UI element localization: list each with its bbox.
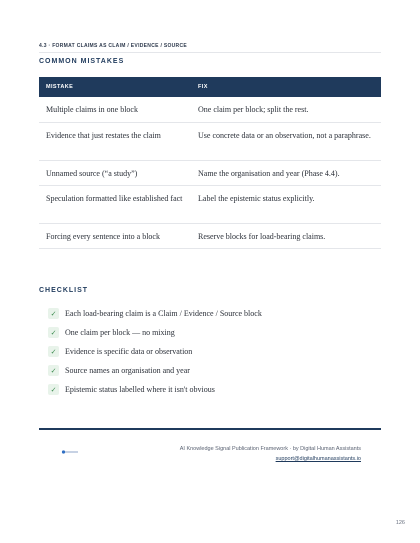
checklist-item-text: Epistemic status labelled where it isn't obvious [65,385,215,394]
common-mistakes-heading: COMMON MISTAKES [39,58,125,65]
checklist-item-text: Source names an organisation and year [65,366,190,375]
table-header-row [39,77,381,97]
list-item [48,380,262,399]
column-header-mistake: MISTAKE [39,77,191,97]
mistakes-table [39,77,381,249]
fix-cell: Label the epistemic status explicitly. [191,186,381,224]
check-icon: ✓ [48,327,59,338]
footer-divider [39,428,381,430]
mistake-cell: Evidence that just restates the claim [39,123,191,161]
arrow-logo-icon [60,447,80,457]
fix-cell: One claim per block; split the rest. [191,97,381,123]
checklist-item-text: Each load-bearing claim is a Claim / Evidence / Source block [65,309,262,318]
fix-cell: Name the organisation and year (Phase 4.4). [191,161,381,186]
check-icon: ✓ [48,384,59,395]
fix-cell: Use concrete data or an observation, not a paraphrase. [191,123,381,161]
page-number: 126 [395,520,405,526]
mistake-cell: Forcing every sentence into a block [39,224,191,249]
mistake-cell: Multiple claims in one block [39,97,191,123]
footer-publication-text: AI Knowledge Signal Publication Framework · by Digital Human Assistants [179,446,361,452]
table-row [39,186,381,224]
table-row [39,123,381,161]
checklist [48,304,262,399]
fix-cell: Reserve blocks for load-bearing claims. [191,224,381,249]
checklist-item-text: Evidence is specific data or observation [65,347,193,356]
check-icon: ✓ [48,308,59,319]
mistake-cell: Speculation formatted like established fact [39,186,191,224]
list-item [48,361,262,380]
check-icon: ✓ [48,365,59,376]
list-item [48,342,262,361]
list-item [48,323,262,342]
footer-credits [180,444,361,464]
check-icon: ✓ [48,346,59,357]
table-row [39,224,381,249]
mistake-cell: Unnamed source (“a study”) [39,161,191,186]
running-header: 4.3 · FORMAT CLAIMS AS CLAIM / EVIDENCE / SOURCE [39,43,381,53]
table-row [39,97,381,123]
column-header-fix: FIX [191,77,381,97]
checklist-heading: CHECKLIST [39,287,89,294]
list-item [48,304,262,323]
checklist-item-text: One claim per block — no mixing [65,328,175,337]
table-row [39,161,381,186]
support-email-link[interactable]: support@digitalhumanassistants.io [275,456,361,462]
